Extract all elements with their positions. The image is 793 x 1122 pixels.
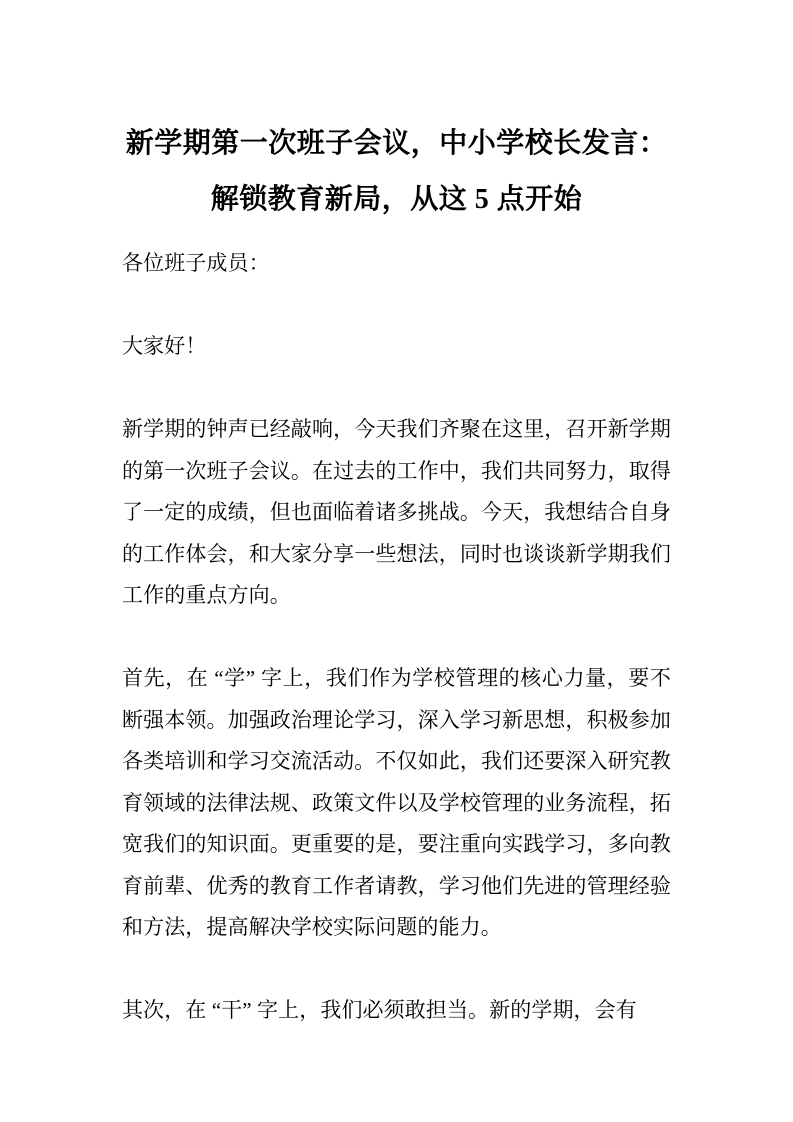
title-line-1: 新学期第一次班子会议，中小学校长发言： [125, 128, 668, 159]
paragraph-point-1-learn: 首先，在 “学” 字上，我们作为学校管理的核心力量，要不断强本领。加强政治理论学习，深入学习新思想，积极参加各类培训和学习交流活动。不仅如此，我们还要深入研究教育领域的法律法规、政策文件以及学校管理的业务流程，拓宽我们的知识面。更重要的是，要注重向实践学习，多向教育前辈、优秀的教育工作者请教，学习他们先进的管理经验和方法，提高解决学校实际问题的能力。 [122, 666, 671, 939]
salutation-line: 各位班子成员： [122, 251, 270, 275]
greeting-line: 大家好！ [122, 334, 207, 358]
document-title [122, 116, 671, 228]
paragraph-point-2-do: 其次，在 “干” 字上，我们必须敢担当。新的学期，会有 [122, 998, 637, 1022]
paragraph-intro: 新学期的钟声已经敲响，今天我们齐聚在这里，召开新学期的第一次班子会议。在过去的工作中，我们共同努力，取得了一定的成绩，但也面临着诸多挑战。今天，我想结合自身的工作体会，和大家分享一些想法，同时也谈谈新学期我们工作的重点方向。 [122, 417, 671, 607]
title-line-2: 解锁教育新局，从这 5 点开始 [210, 184, 583, 215]
